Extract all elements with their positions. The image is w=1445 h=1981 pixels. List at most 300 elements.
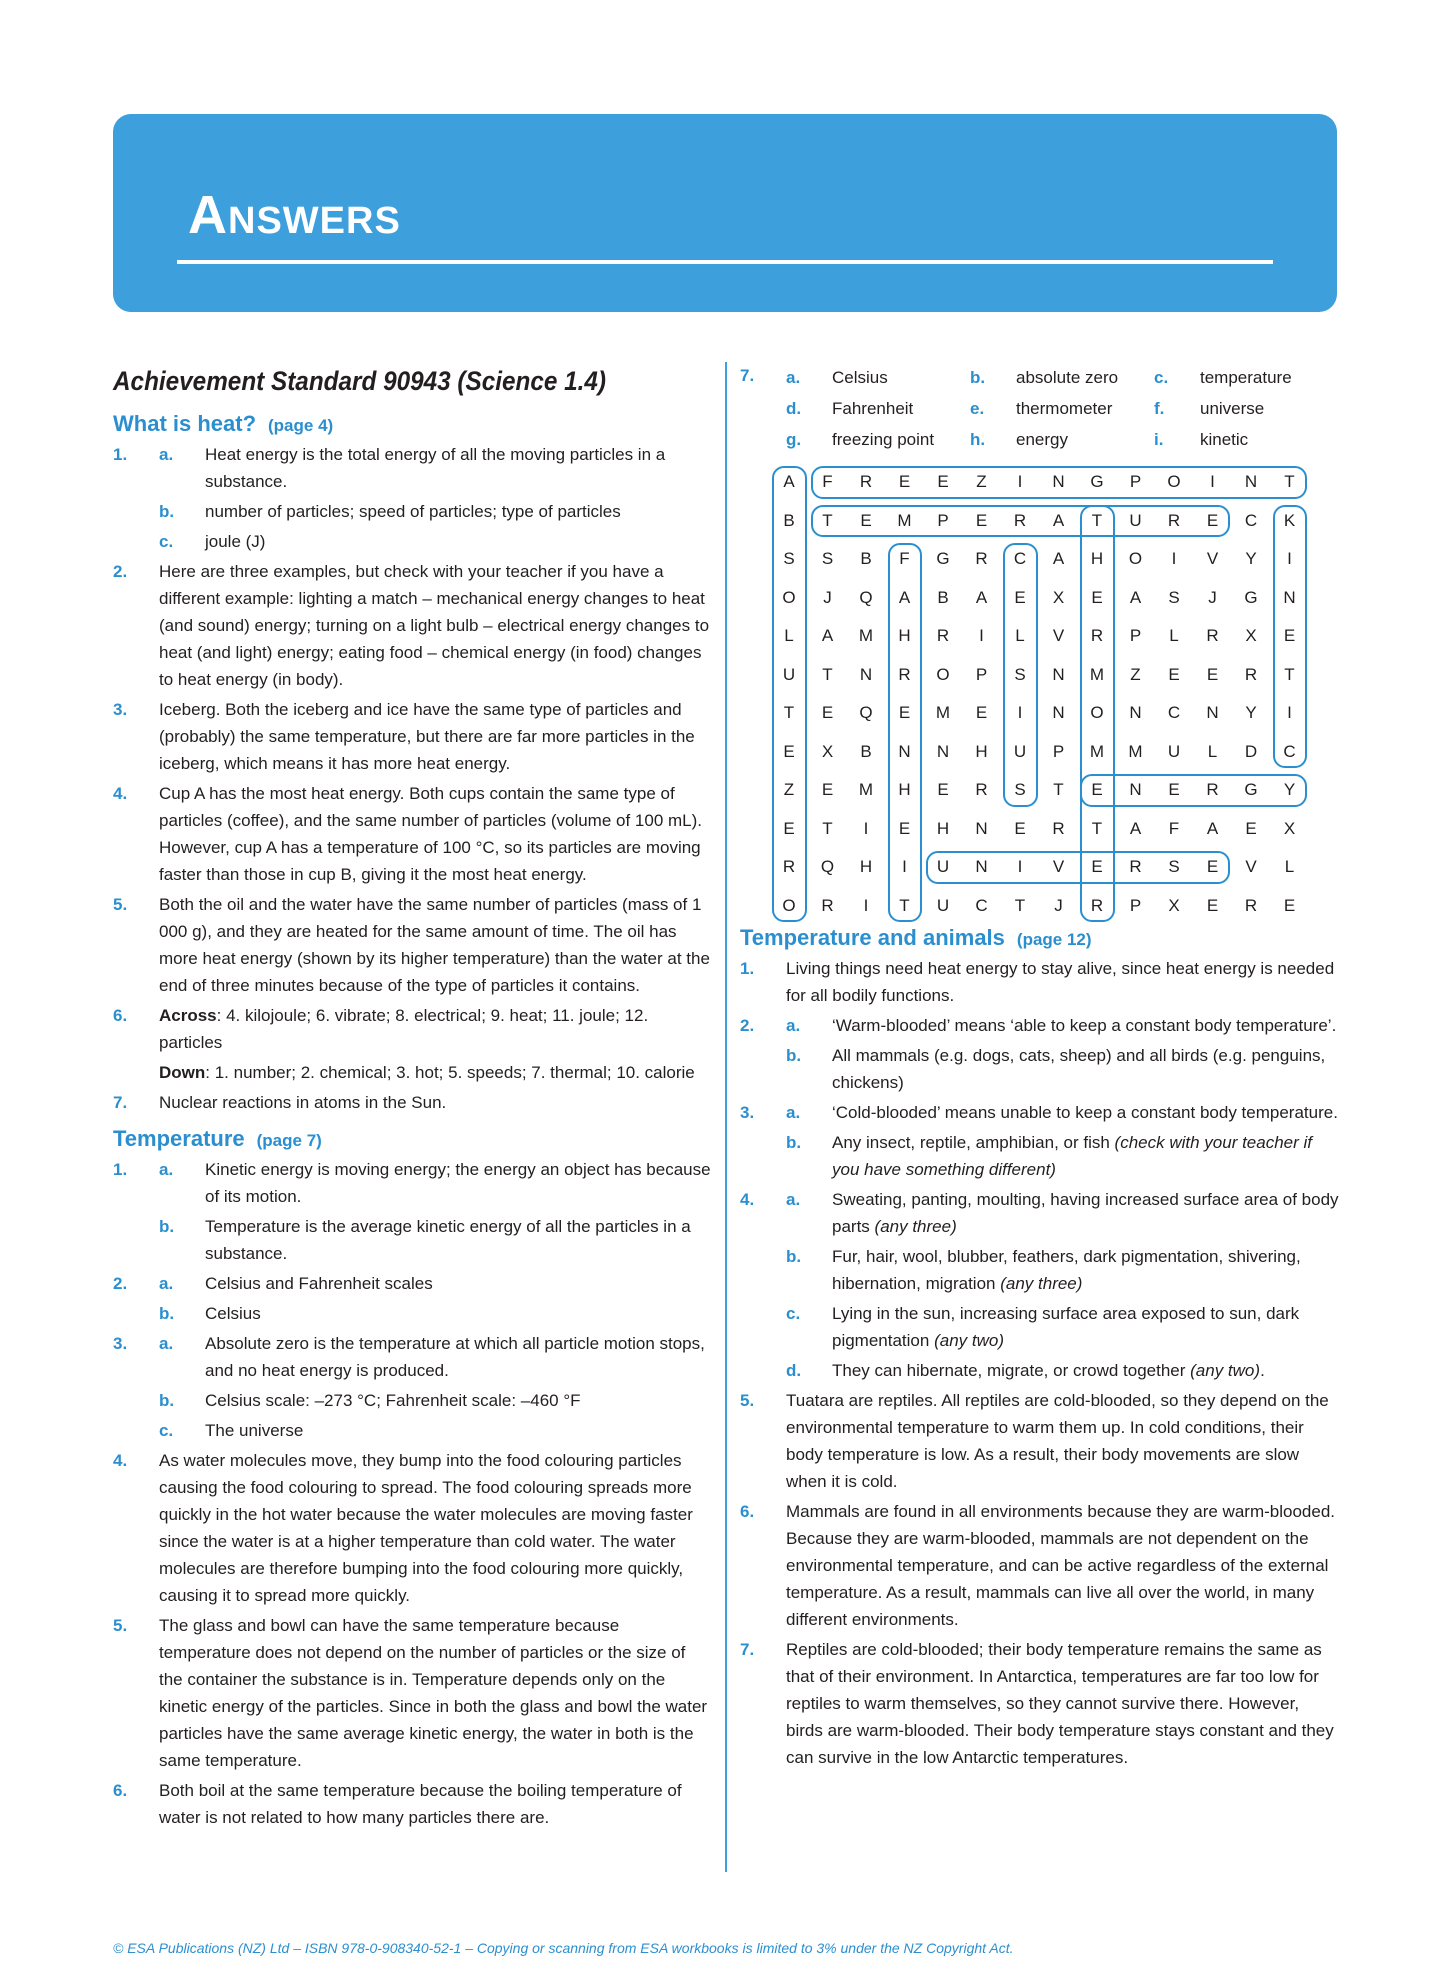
grid-letter: I: [1017, 857, 1023, 876]
answer-text: Absolute zero is the temperature at which all particle motion stops, and no heat energy is produced.: [205, 1334, 705, 1380]
grid-letter: F: [1168, 818, 1180, 838]
sub-answer: [786, 1357, 1340, 1384]
grid-letter: X: [1245, 626, 1257, 645]
answer-text: Lying in the sun, increasing surface area exposed to sun, dark pigmentation: [832, 1304, 1300, 1350]
grid-letter: E: [1283, 895, 1296, 915]
grid-letter: Q: [820, 857, 835, 876]
grid-letter: S: [1168, 857, 1180, 876]
answer-note: (any three): [874, 1217, 957, 1236]
grid-letter: Z: [976, 472, 987, 491]
grid-letter: R: [898, 664, 911, 684]
grid-letter: E: [1245, 818, 1257, 838]
answer-text: They can hibernate, migrate, or crowd together: [832, 1361, 1191, 1380]
sub-letter: b.: [786, 1133, 802, 1152]
sub-letter: a.: [786, 1103, 801, 1122]
question-1: [113, 441, 713, 555]
question-7: [113, 1089, 713, 1116]
grid-letter: Y: [1283, 780, 1296, 799]
grid-letter: D: [1244, 741, 1258, 761]
grid-letter: N: [898, 741, 911, 761]
grid-letter: S: [1014, 780, 1026, 799]
question-number: 5.: [113, 895, 128, 914]
grid-letter: N: [1206, 703, 1219, 722]
grid-letter: R: [936, 626, 950, 645]
answers-banner: [113, 114, 1337, 312]
grid-letter: J: [1208, 587, 1217, 607]
grid-letter: E: [1206, 857, 1219, 876]
word-list: [786, 362, 1340, 455]
grid-letter: Y: [1245, 703, 1257, 722]
down-label: Down: [159, 1063, 206, 1082]
grid-letter: O: [782, 587, 796, 607]
grid-letter: E: [1206, 510, 1219, 530]
grid-letter: I: [1017, 703, 1023, 722]
grid-letter: L: [1169, 626, 1179, 645]
grid-letter: E: [1091, 857, 1103, 876]
answer-text: All mammals (e.g. dogs, cats, sheep) and all birds (e.g. penguins, chickens): [832, 1046, 1326, 1092]
grid-letter: B: [937, 587, 949, 607]
grid-letter: M: [858, 780, 874, 799]
grid-letter: C: [975, 895, 988, 915]
grid-letter: R: [1013, 510, 1027, 530]
grid-letter: Q: [859, 587, 873, 607]
grid-letter: I: [1171, 549, 1177, 568]
grid-letter: P: [1129, 626, 1142, 645]
grid-letter: E: [898, 703, 911, 722]
question-number: 7.: [740, 366, 755, 385]
section-page-ref: (page 4): [268, 416, 334, 435]
grid-letter: B: [860, 549, 872, 568]
grid-letter: L: [1207, 741, 1218, 761]
question-6: [740, 1498, 1340, 1633]
grid-letter: N: [975, 857, 988, 876]
grid-letter: T: [1284, 472, 1295, 491]
sub-letter: b.: [786, 1046, 802, 1065]
question-2: [113, 1270, 713, 1327]
word-letter: h.: [970, 430, 986, 449]
answer-text: Celsius: [205, 1304, 261, 1323]
grid-letter: C: [1283, 741, 1296, 761]
grid-letter: T: [822, 818, 833, 838]
column-divider: [725, 362, 727, 1872]
question-number: 4.: [113, 1451, 128, 1470]
grid-letter: B: [860, 741, 872, 761]
question-2: [113, 558, 713, 693]
question-number: 3.: [113, 1334, 128, 1353]
grid-letter: V: [1052, 857, 1065, 876]
answer-text: Sweating, panting, moulting, having increased surface area of body parts: [832, 1190, 1339, 1236]
grid-letter: G: [1244, 587, 1258, 607]
question-number: 6.: [113, 1006, 128, 1025]
answer-text: Here are three examples, but check with your teacher if you have a different example: lighting a match – mechanical energy changes to heat (and sound) energy; turning on a light bulb – electrical energy changes to heat (and light) energy; eating food – chemical energy (in food) changes to heat energy (in body).: [159, 562, 710, 689]
found-word-outline: [772, 466, 807, 922]
grid-letter: R: [1206, 780, 1219, 799]
sub-answer: [159, 1156, 713, 1210]
grid-letter: R: [1052, 818, 1065, 838]
grid-letter: O: [1128, 549, 1143, 568]
word-letter: f.: [1154, 399, 1165, 418]
question-number: 2.: [740, 1016, 755, 1035]
answer-text: As water molecules move, they bump into the food colouring particles causing the food colouring to spread. The food colouring spreads more quickly in the hot water because the water molecules are moving faster since the water is at a higher temperature than cold water. The water molecules are therefore bumping into the food colouring more quickly, causing it to spread more quickly.: [159, 1451, 693, 1605]
word-item: kinetic: [1200, 430, 1249, 449]
section-title: What is heat?: [113, 411, 257, 436]
grid-letter: U: [782, 664, 796, 684]
grid-letter: N: [1052, 472, 1065, 491]
question-7: [740, 1636, 1340, 1771]
sub-answer: [159, 528, 713, 555]
grid-letter: M: [1089, 741, 1105, 761]
answer-text: Cup A has the most heat energy. Both cups contain the same type of particles (coffee), and the same number of particles (volume of 100 mL). However, cup A has a temperature of 100 °C, so its particles are moving faster than those in cup B, giving it the most heat energy.: [159, 784, 702, 884]
grid-letter: A: [1052, 549, 1065, 568]
sub-answer: [786, 1042, 1340, 1096]
sub-answer: [786, 1186, 1340, 1240]
word-item: thermometer: [1016, 399, 1113, 418]
answer-text: Both the oil and the water have the same number of particles (mass of 1 000 g), and they are heated for the same amount of time. The oil has more heat energy (shown by its higher temperature) than the water at the end of three minutes because of the type of particles it contains.: [159, 895, 710, 995]
grid-letter: S: [783, 549, 795, 568]
grid-letter: E: [1283, 626, 1296, 645]
grid-letter: L: [1284, 857, 1295, 876]
grid-letter: A: [821, 626, 834, 645]
grid-letter: R: [1244, 664, 1258, 684]
word-item: Fahrenheit: [832, 399, 914, 418]
grid-letter: R: [1244, 895, 1258, 915]
grid-letter: I: [902, 857, 907, 876]
question-2: [740, 1012, 1340, 1096]
grid-letter: T: [1091, 818, 1103, 838]
grid-letter: Q: [859, 703, 873, 722]
grid-letter: H: [936, 818, 950, 838]
grid-letter: A: [975, 587, 988, 607]
sub-answer: [159, 441, 713, 495]
grid-letter: Z: [783, 780, 795, 799]
word-item: freezing point: [832, 430, 935, 449]
answer-text: Tuatara are reptiles. All reptiles are cold-blooded, so they depend on the environmental temperature to warm them up. In cold conditions, their body temperature is low. As a result, their body movements are slow when it is cold.: [786, 1391, 1329, 1491]
found-word-outline: [1080, 505, 1115, 923]
grid-letter: N: [1129, 780, 1142, 799]
grid-letter: R: [1090, 895, 1104, 915]
grid-letter: R: [1090, 626, 1104, 645]
answer-text: Living things need heat energy to stay alive, since heat energy is needed for all bodily functions.: [786, 959, 1335, 1005]
grid-letter: I: [1287, 703, 1292, 722]
sub-answer: [786, 1099, 1340, 1126]
grid-letter: U: [1167, 741, 1181, 761]
grid-letter: P: [1129, 895, 1142, 915]
word-letter: c.: [1154, 368, 1169, 387]
grid-letter: T: [1091, 510, 1103, 530]
word-search-grid: [770, 463, 1336, 915]
grid-letter: U: [1013, 741, 1027, 761]
grid-letter: E: [1091, 780, 1103, 799]
grid-letter: P: [1129, 472, 1142, 491]
grid-letter: V: [1206, 549, 1219, 568]
sub-letter: a.: [159, 445, 174, 464]
sub-answer: [159, 1300, 713, 1327]
grid-letter: E: [783, 818, 795, 838]
sub-letter: a.: [786, 1190, 801, 1209]
left-column: [113, 362, 713, 1834]
grid-letter: I: [863, 818, 869, 838]
sub-letter: a.: [786, 1016, 801, 1035]
down-answers: [159, 1059, 713, 1086]
answer-text: Fur, hair, wool, blubber, feathers, dark pigmentation, shivering, hibernation, migration: [832, 1247, 1301, 1293]
found-word-outline: [888, 543, 923, 922]
answer-note: (check with your teacher if you have something different): [832, 1133, 1312, 1179]
sub-answer: [786, 1129, 1340, 1183]
grid-letter: H: [898, 780, 911, 799]
section-page-ref: (page 7): [256, 1131, 322, 1150]
sub-answer: [159, 498, 713, 525]
answer-text: Temperature is the average kinetic energy of all the particles in a substance.: [205, 1217, 691, 1263]
sub-answer: [159, 1213, 713, 1267]
sub-letter: c.: [159, 532, 174, 551]
question-number: 2.: [113, 562, 128, 581]
question-3: [113, 1330, 713, 1444]
sub-letter: c.: [786, 1304, 801, 1323]
section-heading-temperature: [113, 1126, 713, 1152]
grid-letter: I: [979, 626, 984, 645]
grid-letter: E: [937, 472, 949, 491]
question-number: 1.: [113, 445, 128, 464]
answer-text: ‘Warm-blooded’ means ‘able to keep a constant body temperature’.: [832, 1016, 1337, 1035]
grid-letter: J: [823, 587, 832, 607]
answer-text: Iceberg. Both the iceberg and ice have the same type of particles and (probably) the same temperature, but there are far more particles in the iceberg, which means it has more heat energy.: [159, 700, 695, 773]
question-number: 4.: [113, 784, 128, 803]
page-title: Answers: [188, 185, 401, 245]
grid-letter: E: [821, 703, 834, 722]
grid-letter: L: [784, 626, 794, 645]
question-4: [113, 780, 713, 888]
grid-letter: T: [822, 510, 833, 530]
question-3: [113, 696, 713, 777]
grid-letter: M: [935, 703, 951, 722]
grid-letter: G: [1244, 780, 1258, 799]
grid-letter: F: [822, 472, 833, 491]
answer-text: Celsius and Fahrenheit scales: [205, 1274, 433, 1293]
question-7-wordsearch: [740, 362, 1340, 455]
answer-text: number of particles; speed of particles; type of particles: [205, 502, 621, 521]
grid-letter: N: [859, 664, 873, 684]
sub-letter: d.: [786, 1361, 802, 1380]
sub-answer: [159, 1387, 713, 1414]
section-heading-what-is-heat: [113, 411, 713, 437]
grid-letter: R: [782, 857, 796, 876]
found-word-outline: [811, 505, 1231, 538]
grid-letter: R: [1206, 626, 1219, 645]
question-4: [113, 1447, 713, 1609]
question-number: 5.: [113, 1616, 128, 1635]
section-title: Temperature: [113, 1126, 245, 1151]
grid-letter: H: [975, 741, 988, 761]
answer-end: .: [1260, 1361, 1265, 1380]
word-letter: d.: [786, 399, 802, 418]
answer-note: (any three): [1000, 1274, 1083, 1293]
answer-text: Nuclear reactions in atoms in the Sun.: [159, 1093, 447, 1112]
grid-letter: R: [975, 549, 988, 568]
grid-letter: V: [1052, 626, 1065, 645]
across-text: : 4. kilojoule; 6. vibrate; 8. electrical; 9. heat; 11. joule; 12. particles: [159, 1006, 649, 1052]
grid-letter: N: [975, 818, 988, 838]
question-number: 1.: [740, 959, 755, 978]
word-letter: b.: [970, 368, 986, 387]
copyright-footer: © ESA Publications (NZ) Ltd – ISBN 978-0-908340-52-1 – Copying or scanning from ESA workbooks is limited to 3% under the NZ Copyright Act.: [113, 1940, 1014, 1956]
grid-letter: H: [1090, 549, 1104, 568]
grid-letter: I: [1287, 549, 1292, 568]
grid-letter: Z: [1130, 664, 1141, 684]
grid-letter: T: [1284, 664, 1295, 684]
grid-letter: R: [859, 472, 873, 491]
grid-letter: E: [937, 780, 949, 799]
answer-text: joule (J): [205, 532, 266, 551]
grid-letter: L: [1015, 626, 1025, 645]
grid-letter: E: [1091, 587, 1103, 607]
word-item: universe: [1200, 399, 1265, 418]
grid-letter: N: [1244, 472, 1258, 491]
grid-letter: E: [821, 780, 834, 799]
word-item: absolute zero: [1016, 368, 1119, 387]
found-word-outline: [1273, 505, 1308, 769]
grid-letter: A: [1129, 587, 1142, 607]
question-number: 6.: [113, 1781, 128, 1800]
grid-letter: X: [1168, 895, 1180, 915]
sub-answer: [159, 1417, 713, 1444]
answer-text: The universe: [205, 1421, 304, 1440]
question-number: 3.: [740, 1103, 755, 1122]
answer-text: Heat energy is the total energy of all the moving particles in a substance.: [205, 445, 666, 491]
word-letter: i.: [1154, 430, 1164, 449]
question-4: [740, 1186, 1340, 1384]
section-page-ref: (page 12): [1016, 930, 1092, 949]
grid-letter: E: [1168, 780, 1180, 799]
question-5: [113, 891, 713, 999]
grid-letter: P: [1052, 741, 1065, 761]
section-heading-temperature-and-animals: [740, 925, 1340, 951]
answer-text: ‘Cold-blooded’ means unable to keep a constant body temperature.: [832, 1103, 1338, 1122]
question-5: [740, 1387, 1340, 1495]
answer-text: Celsius scale: –273 °C; Fahrenheit scale: –460 °F: [205, 1391, 581, 1410]
grid-letter: T: [783, 703, 795, 722]
grid-letter: A: [898, 587, 911, 607]
grid-letter: A: [1052, 510, 1065, 530]
grid-letter: I: [1017, 472, 1023, 491]
grid-letter: S: [821, 549, 834, 568]
grid-letter: O: [1167, 472, 1181, 491]
grid-letter: F: [899, 549, 910, 568]
grid-letter: S: [1014, 664, 1026, 684]
sub-letter: b.: [786, 1247, 802, 1266]
grid-letter: I: [1210, 472, 1215, 491]
sub-letter: b.: [159, 1304, 175, 1323]
answer-text: Kinetic energy is moving energy; the energy an object has because of its motion.: [205, 1160, 711, 1206]
grid-letter: U: [936, 895, 950, 915]
grid-letter: E: [1206, 895, 1219, 915]
grid-letter: K: [1283, 510, 1296, 530]
grid-letter: N: [936, 741, 950, 761]
grid-letter: T: [822, 664, 833, 684]
grid-letter: E: [1014, 587, 1026, 607]
grid-letter: T: [1014, 895, 1026, 915]
grid-letter: Y: [1245, 549, 1257, 568]
answer-text: Reptiles are cold-blooded; their body temperature remains the same as that of their environment. In Antarctica, temperatures are far too low for reptiles to warm themselves, so they cannot survive there. However, birds are warm-blooded. Their body temperature stays constant and they can survive in the low Antarctic temperatures.: [786, 1640, 1334, 1767]
grid-letter: R: [821, 895, 834, 915]
section-title: Temperature and animals: [740, 925, 1005, 950]
grid-letter: G: [1090, 472, 1104, 491]
sub-letter: b.: [159, 1391, 175, 1410]
sub-answer: [159, 1330, 713, 1384]
question-number: 5.: [740, 1391, 755, 1410]
question-number: 4.: [740, 1190, 755, 1209]
grid-letter: H: [859, 857, 873, 876]
grid-letter: V: [1245, 857, 1257, 876]
sub-answer: [786, 1012, 1340, 1039]
answer-text: Mammals are found in all environments because they are warm-blooded. Because they are warm-blooded, mammals are not dependent on the environmental temperature, and can be active regardless of the external temperature. As a result, mammals can live all over the world, in many different environments.: [786, 1502, 1335, 1629]
sub-letter: a.: [159, 1160, 174, 1179]
question-3: [740, 1099, 1340, 1183]
answer-text: Any insect, reptile, amphibian, or fish: [832, 1133, 1115, 1152]
standard-title: Achievement Standard 90943 (Science 1.4): [113, 366, 606, 396]
grid-letter: U: [936, 857, 950, 876]
grid-letter: E: [975, 510, 988, 530]
word-letter: e.: [970, 399, 985, 418]
grid-letter: A: [1206, 818, 1219, 838]
sub-letter: a.: [159, 1334, 174, 1353]
question-5: [113, 1612, 713, 1774]
grid-letter: N: [1052, 703, 1065, 722]
sub-answer: [786, 1243, 1340, 1297]
grid-letter: E: [783, 741, 795, 761]
sub-letter: a.: [159, 1274, 174, 1293]
grid-letter: X: [1052, 587, 1065, 607]
grid-letter: S: [1168, 587, 1180, 607]
right-column: [740, 362, 1340, 1774]
word-letter: a.: [786, 368, 801, 387]
grid-letter: H: [898, 626, 911, 645]
answer-note: (any two): [1190, 1361, 1261, 1380]
word-letter: g.: [786, 430, 802, 449]
grid-letter: E: [1014, 818, 1026, 838]
grid-letter: A: [1129, 818, 1142, 838]
question-1: [113, 1156, 713, 1267]
grid-letter: C: [1013, 549, 1027, 568]
grid-letter: B: [783, 510, 795, 530]
grid-letter: G: [936, 549, 950, 568]
found-word-outline: [811, 466, 1308, 499]
word-item: Celsius: [832, 368, 888, 387]
sub-answer: [159, 1270, 713, 1297]
word-item: energy: [1016, 430, 1068, 449]
found-word-outline: [1003, 543, 1038, 807]
question-6: [113, 1777, 713, 1831]
grid-letter: R: [975, 780, 988, 799]
grid-letter: O: [936, 664, 950, 684]
grid-letter: E: [1206, 664, 1219, 684]
grid-letter: X: [821, 741, 834, 761]
grid-letter: P: [975, 664, 988, 684]
grid-letter: E: [898, 818, 911, 838]
grid-letter: R: [1129, 857, 1142, 876]
across-label: Across: [159, 1006, 217, 1025]
down-text: : 1. number; 2. chemical; 3. hot; 5. speeds; 7. thermal; 10. calorie: [205, 1063, 695, 1082]
grid-letter: J: [1054, 895, 1063, 915]
grid-letter: N: [1129, 703, 1142, 722]
sub-letter: b.: [159, 1217, 175, 1236]
grid-letter: I: [863, 895, 869, 915]
sub-answer: [786, 1300, 1340, 1354]
grid-letter: R: [1167, 510, 1181, 530]
question-number: 1.: [113, 1160, 128, 1179]
grid-letter: A: [783, 472, 795, 491]
found-word-outline: [926, 851, 1230, 884]
word-item: temperature: [1200, 368, 1292, 387]
